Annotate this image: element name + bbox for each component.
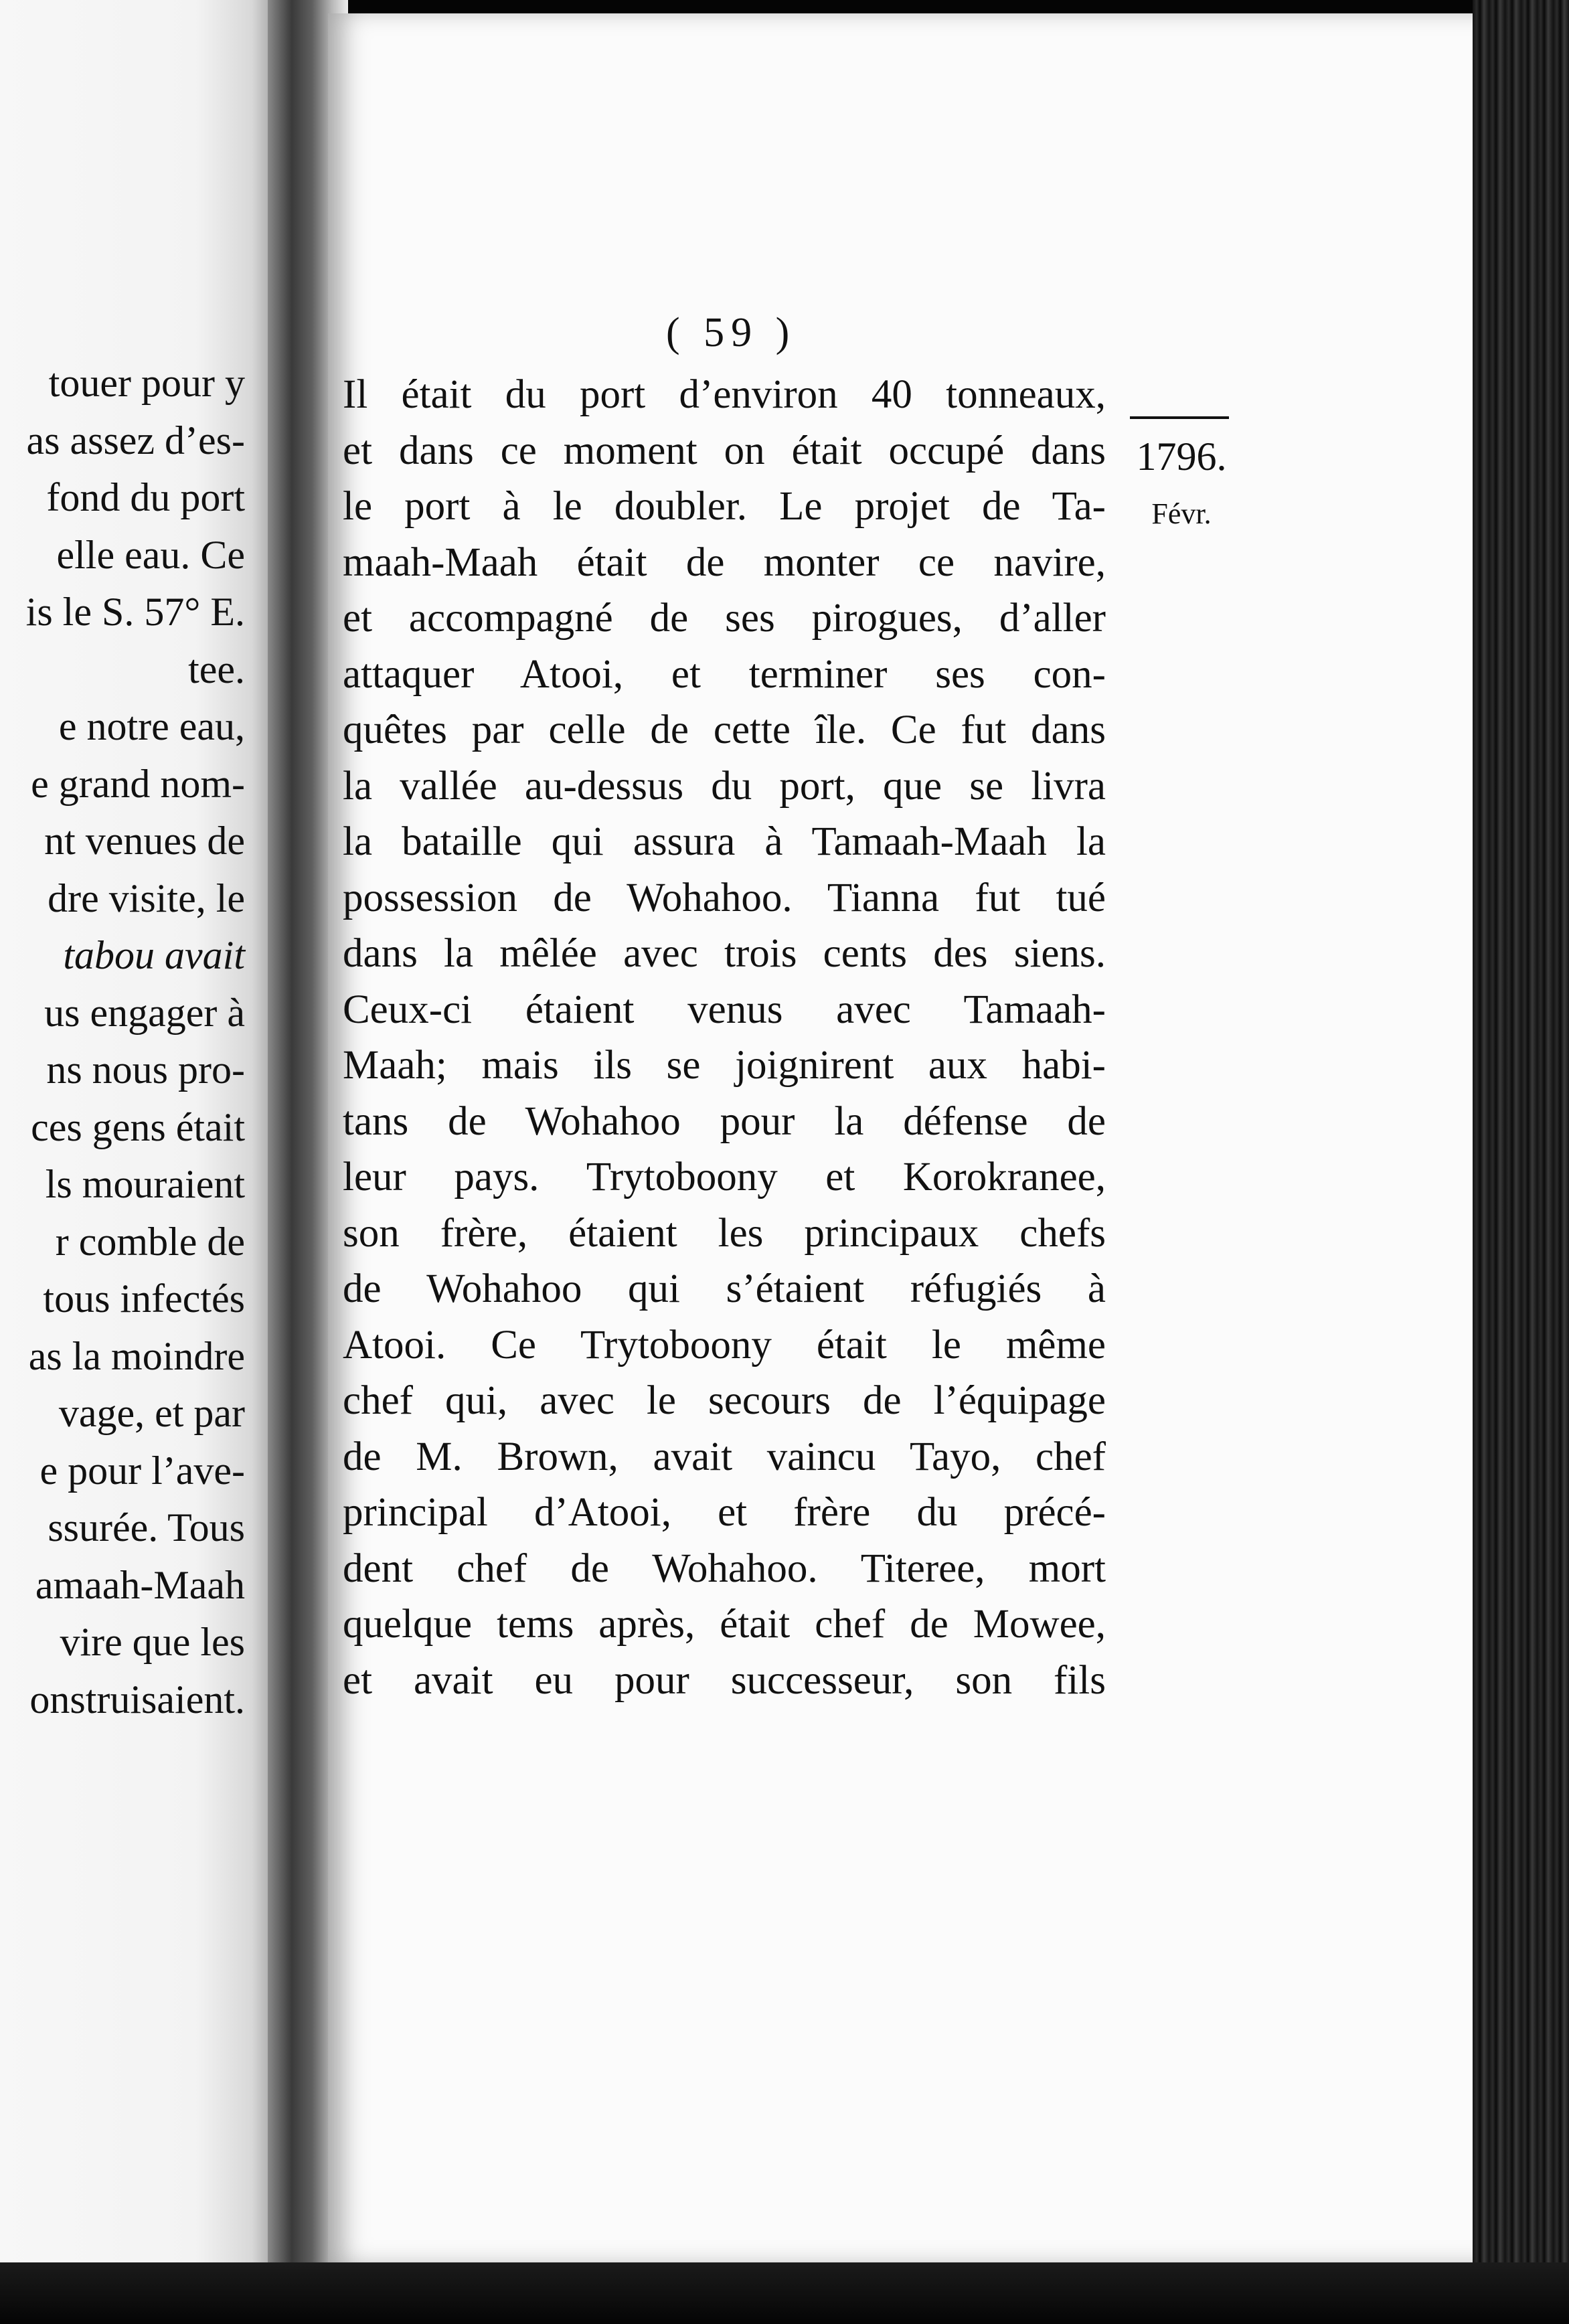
text-line: de M. Brown, avait vaincu Tayo, chef <box>343 1434 1106 1479</box>
left-text-line: touer pour y <box>48 361 245 405</box>
text-line: dans la mêlée avec trois cents des siens. <box>343 931 1106 976</box>
text-line: attaquer Atooi, et terminer ses con- <box>343 651 1106 697</box>
text-line: son frère, étaient les principaux chefs <box>343 1210 1106 1256</box>
left-text-line: amaah-Maah <box>35 1562 245 1607</box>
left-text-line: as assez d’es- <box>26 418 245 463</box>
left-text-line: tee. <box>188 647 245 691</box>
left-text-line: us engager à <box>44 990 245 1035</box>
left-page <box>0 0 280 2324</box>
left-page-text <box>0 355 245 1728</box>
margin-year: 1796. <box>1136 434 1227 479</box>
left-text-line: e notre eau, <box>58 704 245 748</box>
text-line: Maah; mais ils se joignirent aux habi- <box>343 1043 1106 1088</box>
margin-month: Févr. <box>1151 497 1212 530</box>
text-line: quelque tems après, était chef de Mowee, <box>343 1602 1106 1647</box>
left-text-line: elle eau. Ce <box>56 532 245 577</box>
text-line: de Wohahoo qui s’étaient réfugiés à <box>343 1266 1106 1311</box>
left-text-line: ces gens était <box>31 1104 245 1149</box>
left-text-line: r comble de <box>55 1219 245 1264</box>
left-text-line: nt venues de <box>44 819 245 863</box>
text-line: Il était du port d’environ 40 tonneaux, <box>343 372 1106 417</box>
text-line: tans de Wohahoo pour la défense de <box>343 1098 1106 1144</box>
left-text-line: ns nous pro- <box>46 1048 245 1092</box>
left-text-line: dre visite, le <box>48 876 245 920</box>
left-text-line: tous infectés <box>43 1276 245 1321</box>
margin-rule <box>1130 416 1229 419</box>
text-line: la bataille qui assura à Tamaah-Maah la <box>343 819 1106 864</box>
text-line: Atooi. Ce Trytoboony était le même <box>343 1322 1106 1367</box>
text-line: leur pays. Trytoboony et Korokranee, <box>343 1155 1106 1199</box>
page-number: ( 59 ) <box>666 310 797 355</box>
text-line: principal d’Atooi, et frère du précé- <box>343 1490 1106 1535</box>
body-text <box>343 367 1106 1708</box>
left-text-line: vage, et par <box>58 1391 245 1435</box>
left-text-line: vire que les <box>60 1620 245 1664</box>
text-line: quêtes par celle de cette île. Ce fut dans <box>343 708 1106 752</box>
left-text-line: fond du port <box>46 475 245 519</box>
text-line: dent chef de Wohahoo. Titeree, mort <box>343 1546 1106 1591</box>
text-line: possession de Wohahoo. Tianna fut tué <box>343 875 1106 920</box>
text-line: Ceux-ci étaient venus avec Tamaah- <box>343 987 1106 1032</box>
text-line: et accompagné de ses pirogues, d’aller <box>343 596 1106 641</box>
left-text-line: e grand nom- <box>31 761 245 806</box>
left-text-line: e pour l’ave- <box>39 1448 245 1493</box>
text-line: le port à le doubler. Le projet de Ta- <box>343 484 1106 529</box>
left-text-line: onstruisaient. <box>29 1677 245 1722</box>
text-line: la vallée au-dessus du port, que se livra <box>343 763 1106 809</box>
left-text-line: ls mouraient <box>45 1162 245 1206</box>
text-line: et dans ce moment on était occupé dans <box>343 428 1106 473</box>
left-text-line: tabou avait <box>63 933 245 977</box>
text-line: et avait eu pour successeur, son fils <box>343 1657 1106 1703</box>
book-cover-edge <box>1473 0 1569 2324</box>
text-line: maah-Maah était de monter ce navire, <box>343 540 1106 585</box>
scan-bottom-border <box>0 2262 1569 2324</box>
left-text-line: ssurée. Tous <box>48 1505 245 1550</box>
text-line: chef qui, avec le secours de l’équipage <box>343 1378 1106 1423</box>
left-text-line: is le S. 57° E. <box>25 590 245 634</box>
left-text-line: as la moindre <box>28 1333 245 1378</box>
